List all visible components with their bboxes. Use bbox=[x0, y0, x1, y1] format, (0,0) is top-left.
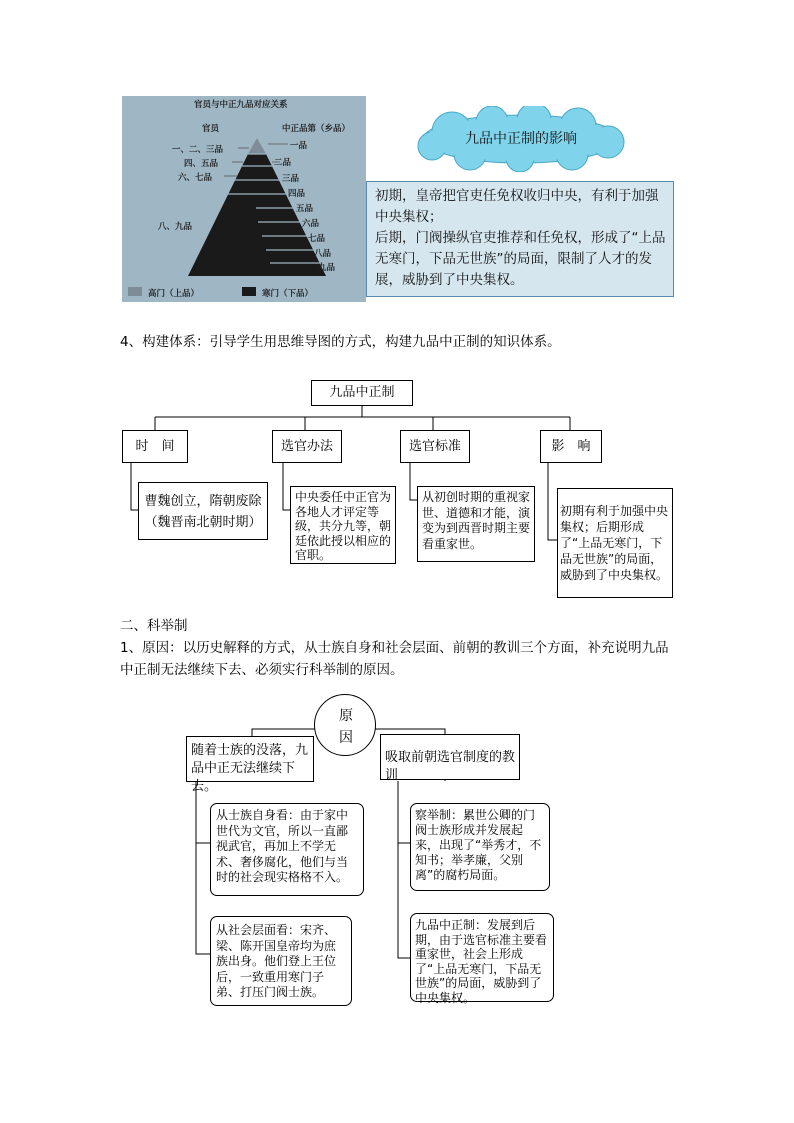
official-rank-label: 八、九品 bbox=[158, 222, 193, 232]
influence-early: 初期，皇帝把官吏任免权收归中央，有利于加强中央集权； bbox=[375, 188, 659, 225]
branch-method: 选官办法 bbox=[272, 430, 342, 463]
figure-title: 官员与中正九品对应关系 bbox=[194, 100, 288, 110]
reason-paragraph: 1、原因：以历史解释的方式，从士族自身和社会层面、前朝的教训三个方面，补充说明九品中正制无法继续下去、必须实行科举制的原因。 bbox=[120, 640, 669, 678]
official-rank-label: 一、二、三品 bbox=[172, 145, 224, 155]
branch-influence: 影 响 bbox=[540, 430, 602, 463]
left-child-society: 从社会层面看：宋齐、梁、陈开国皇帝均为庶族出身。他们登上王位后，一致重用寒门子弟、打压门阀士族。 bbox=[210, 916, 352, 1006]
grade-label: 二品 bbox=[274, 158, 292, 168]
right-child-jiupin: 九品中正制：发展到后期，由于选官标准主要看重家世，社会上形成了“上品无寒门，下品无世族”的局面，威胁到了中央集权。 bbox=[410, 913, 554, 1002]
section-4-paragraph: 4、构建体系：引导学生用思维导图的方式，构建九品中正制的知识体系。 bbox=[120, 334, 561, 350]
influence-late: 后期，门阀操纵官吏推荐和任免权，形成了“上品无寒门，下品无世族”的局面，限制了人才的发展，威胁到了中央集权。 bbox=[375, 230, 666, 288]
cloud-label: 九品中正制的影响 bbox=[465, 131, 577, 147]
branch-time: 时 间 bbox=[122, 430, 188, 463]
grade-label: 一品 bbox=[290, 141, 308, 151]
method-detail: 中央委任中正官为各地人才评定等级，共分九等，朝廷依此授以相应的官职。 bbox=[290, 486, 396, 564]
mindmap2-root bbox=[314, 694, 376, 756]
column-grades: 中正品第（乡品） bbox=[282, 124, 351, 134]
legend-upper: 高门（上品） bbox=[148, 289, 200, 299]
mindmap1-root: 九品中正制 bbox=[311, 380, 413, 406]
mindmap2-root-label: 原因 bbox=[339, 708, 353, 746]
official-rank-label: 四、五品 bbox=[184, 159, 219, 169]
grade-label: 五品 bbox=[296, 204, 314, 214]
official-rank-label: 六、七品 bbox=[178, 173, 213, 183]
grade-label: 六品 bbox=[302, 219, 320, 229]
influence-detail: 初期有利于加强中央集权；后期形成了“上品无寒门，下品无世族”的局面，威胁到了中央集权。 bbox=[557, 488, 673, 598]
branch-standard: 选官标准 bbox=[400, 430, 470, 463]
grade-label: 七品 bbox=[308, 234, 326, 244]
grade-label: 四品 bbox=[288, 189, 306, 199]
right-child-chaju: 察举制：累世公卿的门阀士族形成并发展起来，出现了“举秀才，不知书；举孝廉，父别离”的腐朽局面。 bbox=[410, 803, 550, 891]
right-branch: 吸取前朝选官制度的教训 bbox=[380, 734, 520, 780]
left-child-gentry: 从士族自身看：由于家中世代为文官，所以一直鄙视武官，再加上不学无术、奢侈腐化，他们与当时的社会现实格格不入。 bbox=[210, 803, 364, 896]
time-detail-line1: 曹魏创立，隋朝废除 bbox=[144, 494, 262, 509]
standard-detail: 从初创时期的重视家世、道德和才能，演变为到西晋时期主要看重家世。 bbox=[417, 486, 535, 562]
grade-label: 八品 bbox=[314, 249, 332, 259]
section-two-heading: 二、科举制 bbox=[120, 618, 188, 634]
time-detail-line2: （魏晋南北朝时期） bbox=[144, 515, 262, 530]
grade-label: 三品 bbox=[282, 174, 300, 184]
legend-lower: 寒门（下品） bbox=[262, 289, 314, 299]
column-officials: 官员 bbox=[202, 124, 220, 134]
left-branch: 随着士族的没落，九品中正无法继续下去。 bbox=[186, 736, 314, 782]
grade-label: 九品 bbox=[318, 263, 336, 273]
